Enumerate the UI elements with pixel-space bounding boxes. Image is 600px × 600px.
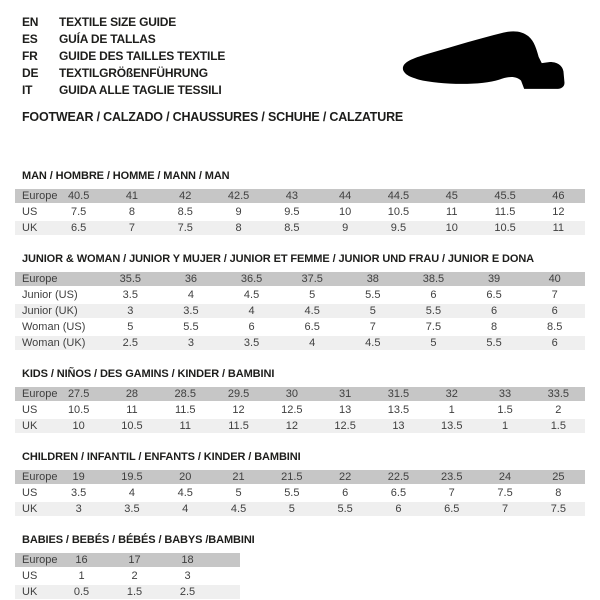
dress-shoe-icon xyxy=(398,26,580,96)
language-row-en xyxy=(22,13,225,30)
size-cell: 1.5 xyxy=(126,586,143,598)
size-cell: 41 xyxy=(125,190,139,202)
size-row-children-europe xyxy=(15,470,585,484)
size-section-children xyxy=(15,451,585,518)
size-cell: 8 xyxy=(235,222,242,234)
section-title-kids: KIDS / NIÑOS / DES GAMINS / KINDER / BAMBINI xyxy=(22,368,275,380)
size-cell: 5 xyxy=(369,305,376,317)
size-row-kids-europe xyxy=(15,387,585,401)
size-cell: 33.5 xyxy=(547,388,570,400)
size-cell: 3.5 xyxy=(124,503,140,515)
size-cell: 8 xyxy=(491,321,498,333)
size-cell: 3 xyxy=(75,503,82,515)
size-cell: 11 xyxy=(179,420,191,432)
size-cell: 38 xyxy=(366,273,379,285)
size-tables xyxy=(15,170,585,600)
size-cell: 5.5 xyxy=(183,321,199,333)
size-cell: 4.5 xyxy=(177,487,193,499)
row-label: US xyxy=(22,206,38,218)
size-cell: 44.5 xyxy=(387,190,410,202)
size-table-babies xyxy=(15,553,240,600)
size-cell: 22 xyxy=(339,471,352,483)
size-cell: 2.5 xyxy=(122,337,138,349)
size-cell: 12 xyxy=(285,420,298,432)
size-cell: 33 xyxy=(498,388,512,400)
size-cell: 13 xyxy=(339,404,352,416)
size-cell: 5 xyxy=(127,321,134,333)
row-label: US xyxy=(22,404,38,416)
size-cell: 6.5 xyxy=(304,321,320,333)
size-cell: 12 xyxy=(232,404,245,416)
size-cell: 6 xyxy=(551,337,558,349)
size-cell: 25 xyxy=(552,471,565,483)
language-title: GUIDE DES TAILLES TEXTILE xyxy=(59,48,226,63)
row-label: Europe xyxy=(22,388,58,400)
size-row-junior-woman-europe xyxy=(15,272,585,286)
language-row-es xyxy=(22,30,225,47)
size-cell: 0.5 xyxy=(73,586,90,598)
language-code: DE xyxy=(22,65,39,80)
size-row-junior-woman-woman-us xyxy=(15,320,585,334)
row-label: UK xyxy=(22,586,38,598)
size-cell: 11 xyxy=(126,404,138,416)
section-title-junior-woman: JUNIOR & WOMAN / JUNIOR Y MUJER / JUNIOR ET FEMME / JUNIOR UND FRAU / JUNIOR E DONA xyxy=(22,253,535,265)
row-label: Europe xyxy=(22,554,58,566)
size-section-junior-woman xyxy=(15,253,585,352)
size-cell: 6 xyxy=(491,305,498,317)
size-cell: 3.5 xyxy=(243,337,260,349)
size-cell: 5 xyxy=(235,487,242,499)
size-table-kids xyxy=(15,387,585,435)
size-row-kids-us xyxy=(15,403,585,417)
size-cell: 6.5 xyxy=(71,222,87,234)
size-table-man xyxy=(15,189,585,237)
size-cell: 6.5 xyxy=(390,487,407,499)
size-cell: 12.5 xyxy=(334,420,356,432)
size-cell: 45 xyxy=(445,190,458,202)
section-title-man: MAN / HOMBRE / HOMME / MANN / MAN xyxy=(22,170,230,182)
size-table-children xyxy=(15,470,585,518)
size-cell: 9 xyxy=(342,222,349,234)
size-cell: 6 xyxy=(430,289,437,301)
row-label: Woman (UK) xyxy=(22,337,86,349)
size-cell: 39 xyxy=(487,273,501,285)
size-cell: 11 xyxy=(552,222,565,234)
size-cell: 13 xyxy=(392,420,405,432)
size-cell: 4 xyxy=(248,305,255,317)
size-cell: 31 xyxy=(339,388,352,400)
language-code: ES xyxy=(22,31,38,46)
size-cell: 11.5 xyxy=(174,404,196,416)
language-code: IT xyxy=(22,82,33,97)
size-cell: 3.5 xyxy=(122,289,138,301)
size-cell: 40.5 xyxy=(67,190,90,202)
size-cell: 7.5 xyxy=(550,503,566,515)
size-cell: 7 xyxy=(369,321,376,333)
size-section-man xyxy=(15,170,585,237)
size-cell: 32 xyxy=(445,388,458,400)
size-cell: 13.5 xyxy=(441,420,463,432)
size-cell: 3 xyxy=(187,337,194,349)
size-cell: 4 xyxy=(128,487,135,499)
size-cell: 4.5 xyxy=(230,503,247,515)
size-cell: 5 xyxy=(430,337,437,349)
size-cell: 36 xyxy=(184,273,198,285)
size-cell: 8 xyxy=(128,206,135,218)
size-cell: 7.5 xyxy=(177,222,193,234)
language-title: GUÍA DE TALLAS xyxy=(59,31,156,46)
size-cell: 9 xyxy=(235,206,242,218)
size-cell: 4 xyxy=(187,289,194,301)
size-cell: 28.5 xyxy=(174,388,196,400)
size-cell: 5.5 xyxy=(365,289,381,301)
language-row-de xyxy=(22,64,225,81)
section-title-children: CHILDREN / INFANTIL / ENFANTS / KINDER / BAMBINI xyxy=(22,451,301,463)
size-cell: 3.5 xyxy=(183,305,199,317)
size-cell: 19.5 xyxy=(121,471,143,483)
size-cell: 43 xyxy=(285,190,298,202)
size-cell: 5.5 xyxy=(486,337,502,349)
size-cell: 1 xyxy=(78,570,85,582)
size-cell: 3.5 xyxy=(71,487,87,499)
size-cell: 8.5 xyxy=(177,206,193,218)
size-cell: 24 xyxy=(498,471,512,483)
size-cell: 4.5 xyxy=(243,289,260,301)
section-title-babies: BABIES / BEBÉS / BÉBÉS / BABYS /BAMBINI xyxy=(22,534,255,546)
size-cell: 38.5 xyxy=(422,273,445,285)
size-cell: 4 xyxy=(309,337,316,349)
row-label: UK xyxy=(22,222,38,234)
size-row-man-us xyxy=(15,205,585,219)
size-cell: 45.5 xyxy=(494,190,516,202)
size-cell: 10.5 xyxy=(494,222,516,234)
size-cell: 10.5 xyxy=(387,206,410,218)
size-cell: 28 xyxy=(125,388,139,400)
size-row-junior-woman-junior-uk xyxy=(15,304,585,318)
size-cell: 36.5 xyxy=(240,273,263,285)
size-cell: 30 xyxy=(285,388,298,400)
size-cell: 16 xyxy=(75,554,88,566)
size-row-babies-uk xyxy=(15,585,240,599)
row-label: UK xyxy=(22,420,38,432)
size-cell: 2.5 xyxy=(179,586,196,598)
size-cell: 8.5 xyxy=(547,321,563,333)
size-cell: 19 xyxy=(72,471,85,483)
size-cell: 31.5 xyxy=(387,388,410,400)
size-cell: 22.5 xyxy=(387,471,410,483)
size-cell: 10.5 xyxy=(121,420,143,432)
size-cell: 11.5 xyxy=(494,206,516,218)
size-cell: 46 xyxy=(552,190,565,202)
size-cell: 7.5 xyxy=(497,487,513,499)
size-row-kids-uk xyxy=(15,419,585,433)
size-cell: 6 xyxy=(395,503,402,515)
size-cell: 42.5 xyxy=(227,190,250,202)
size-cell: 4 xyxy=(182,503,189,515)
size-row-man-europe xyxy=(15,189,585,203)
size-cell: 5 xyxy=(309,289,316,301)
size-cell: 6 xyxy=(248,321,255,333)
size-cell: 1.5 xyxy=(497,404,513,416)
size-cell: 6 xyxy=(342,487,349,499)
size-cell: 7 xyxy=(551,289,558,301)
language-code: EN xyxy=(22,14,39,29)
size-cell: 3 xyxy=(127,305,134,317)
language-header xyxy=(22,13,225,98)
size-cell: 7 xyxy=(501,503,509,515)
size-cell: 1.5 xyxy=(550,420,566,432)
size-cell: 4.5 xyxy=(365,337,381,349)
size-cell: 2 xyxy=(131,570,138,582)
size-cell: 10 xyxy=(445,222,458,234)
size-cell: 10.5 xyxy=(67,404,90,416)
row-label: US xyxy=(22,487,38,499)
size-cell: 5.5 xyxy=(425,305,442,317)
size-cell: 11 xyxy=(446,206,458,218)
size-row-babies-europe xyxy=(15,553,240,567)
language-row-it xyxy=(22,81,225,98)
size-cell: 7.5 xyxy=(71,206,87,218)
size-cell: 11.5 xyxy=(228,420,249,432)
size-cell: 5.5 xyxy=(337,503,353,515)
size-cell: 5.5 xyxy=(284,487,300,499)
size-cell: 40 xyxy=(548,273,561,285)
size-cell: 2 xyxy=(555,404,562,416)
size-section-babies xyxy=(15,534,585,600)
size-cell: 8 xyxy=(555,487,562,499)
row-label: UK xyxy=(22,503,38,515)
row-label: Europe xyxy=(22,471,58,483)
size-cell: 12.5 xyxy=(281,404,303,416)
size-row-children-us xyxy=(15,486,585,500)
size-cell: 27.5 xyxy=(67,388,90,400)
size-cell: 7 xyxy=(448,487,455,499)
size-cell: 29.5 xyxy=(227,388,250,400)
size-cell: 37.5 xyxy=(301,273,323,285)
size-section-kids xyxy=(15,368,585,435)
row-label: Woman (US) xyxy=(22,321,86,333)
row-label: Junior (UK) xyxy=(22,305,78,317)
size-cell: 4.5 xyxy=(304,305,320,317)
size-cell: 21 xyxy=(232,471,245,483)
size-cell: 20 xyxy=(179,471,192,483)
size-row-babies-us xyxy=(15,569,240,583)
size-cell: 3 xyxy=(184,570,191,582)
size-cell: 7 xyxy=(128,222,135,234)
size-cell: 7.5 xyxy=(425,321,442,333)
size-row-children-uk xyxy=(15,502,585,516)
size-cell: 6.5 xyxy=(486,289,502,301)
size-cell: 8.5 xyxy=(284,222,300,234)
size-table-junior-woman xyxy=(15,272,585,352)
size-cell: 17 xyxy=(128,554,141,566)
size-cell: 35.5 xyxy=(119,273,142,285)
language-row-fr xyxy=(22,47,225,64)
size-cell: 42 xyxy=(179,190,192,202)
row-label: US xyxy=(22,570,38,582)
size-cell: 9.5 xyxy=(390,222,407,234)
size-cell: 13.5 xyxy=(387,404,410,416)
language-title: TEXTILGRÖßENFÜHRUNG xyxy=(59,65,208,80)
category-title: FOOTWEAR / CALZADO / CHAUSSURES / SCHUHE / CALZATURE xyxy=(22,110,404,124)
language-title: TEXTILE SIZE GUIDE xyxy=(59,14,177,29)
size-row-junior-woman-woman-uk xyxy=(15,336,585,350)
size-cell: 9.5 xyxy=(284,206,300,218)
size-cell: 10 xyxy=(72,420,85,432)
size-cell: 6.5 xyxy=(444,503,460,515)
size-row-junior-woman-junior-us xyxy=(15,288,585,302)
size-cell: 44 xyxy=(339,190,352,202)
language-code: FR xyxy=(22,48,38,63)
size-cell: 1 xyxy=(501,420,509,432)
size-cell: 5 xyxy=(288,503,295,515)
size-cell: 18 xyxy=(181,554,194,566)
size-cell: 6 xyxy=(551,305,558,317)
size-row-man-uk xyxy=(15,221,585,235)
size-cell: 12 xyxy=(552,206,565,218)
size-cell: 10 xyxy=(339,206,352,218)
row-label: Junior (US) xyxy=(22,289,78,301)
size-cell: 21.5 xyxy=(281,471,303,483)
row-label: Europe xyxy=(22,190,58,202)
size-cell: 23.5 xyxy=(441,471,463,483)
language-title: GUIDA ALLE TAGLIE TESSILI xyxy=(59,82,222,97)
row-label: Europe xyxy=(22,273,58,285)
size-cell: 1 xyxy=(448,404,455,416)
